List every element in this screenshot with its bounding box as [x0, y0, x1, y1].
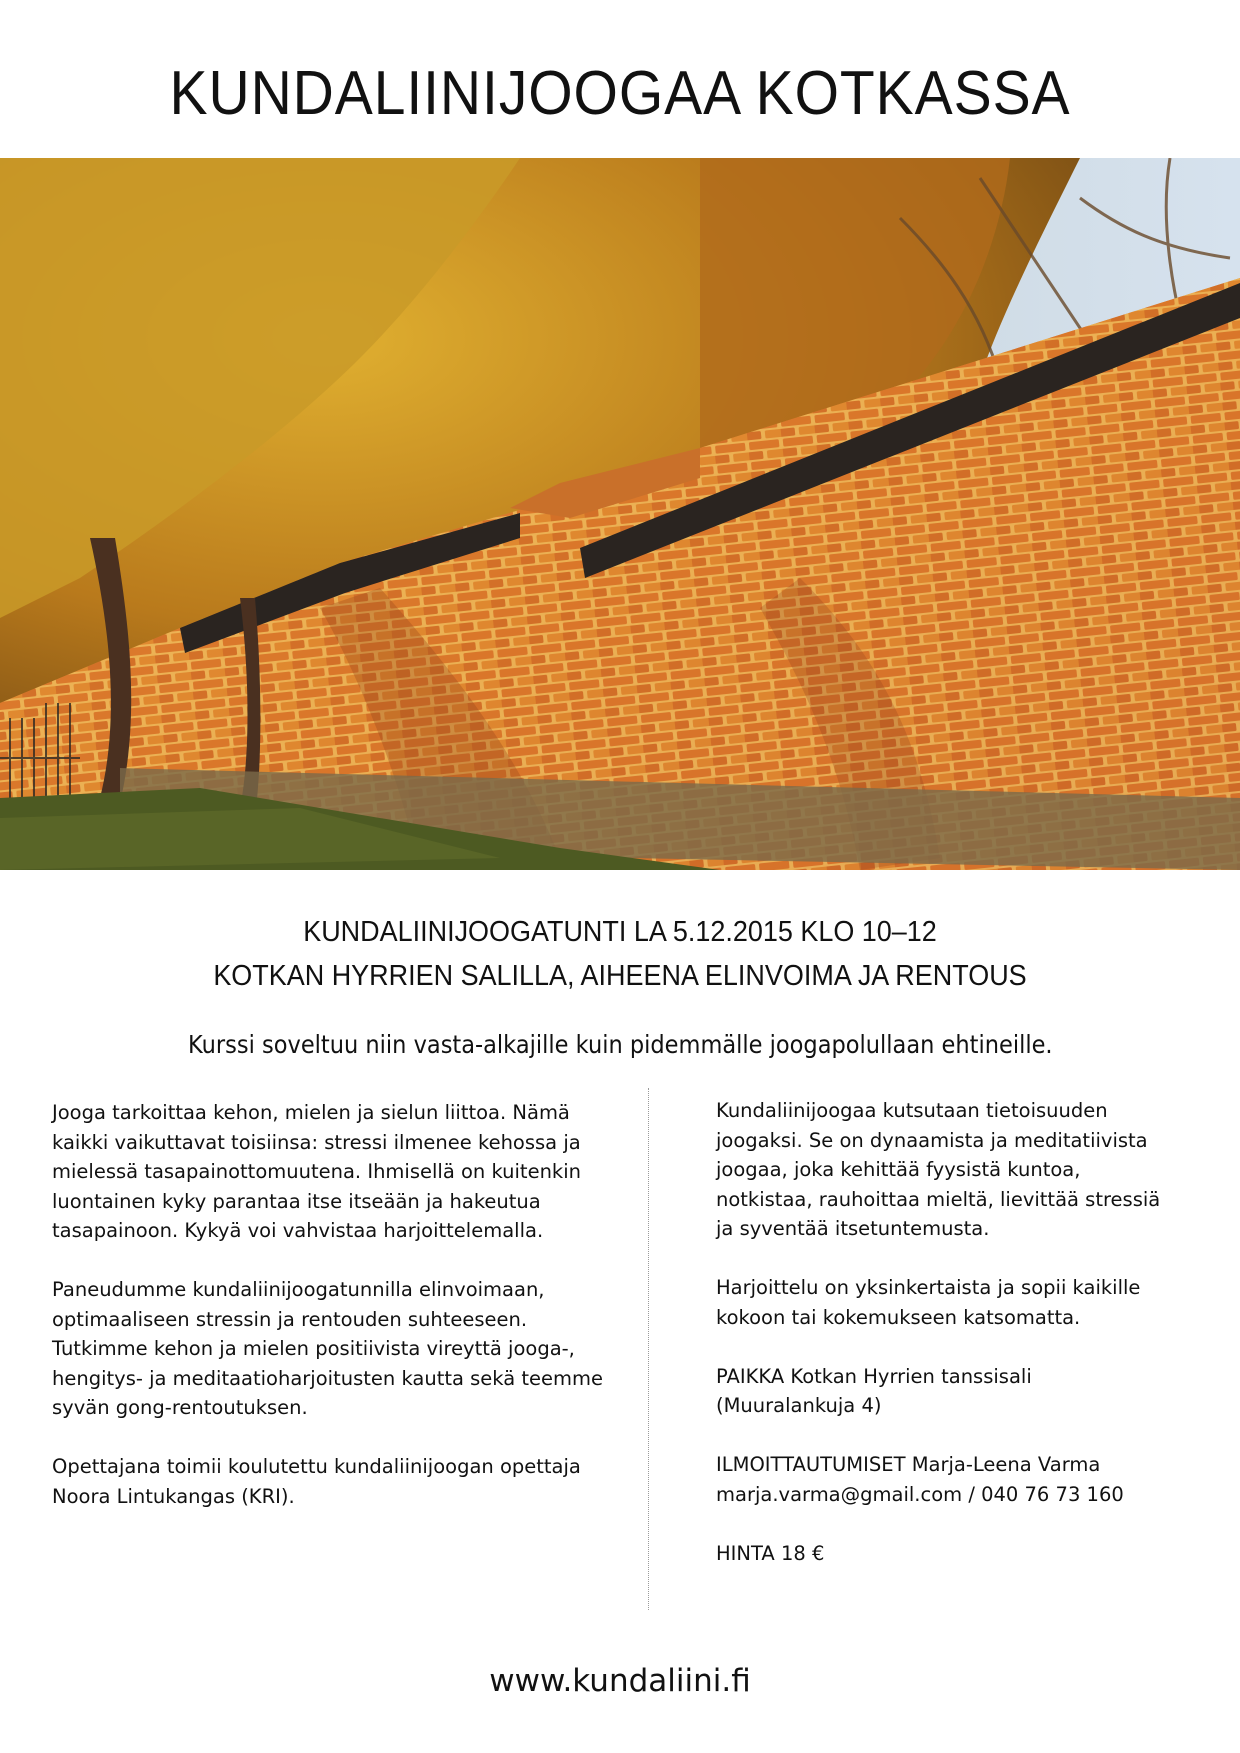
registration-label: ILMOITTAUTUMISET: [716, 1453, 906, 1476]
price-info: [716, 1539, 1216, 1569]
registration-line: [716, 1450, 1216, 1480]
registration-info: [716, 1450, 1216, 1509]
text-line: Opettajana toimii koulutettu kundaliinijoogan opettaja: [52, 1455, 581, 1478]
paragraph-suitability: [716, 1273, 1216, 1332]
text-line: Harjoittelu on yksinkertaista ja sopii kaikille: [716, 1276, 1141, 1299]
price-label: HINTA: [716, 1541, 775, 1565]
paragraph-teacher: [52, 1452, 632, 1511]
footer: [0, 1663, 1240, 1699]
left-column: [52, 1098, 632, 1541]
text-line: syvän gong-rentoutuksen.: [52, 1396, 308, 1419]
text-line: joogaa, joka kehittää fyysistä kuntoa,: [716, 1158, 1081, 1181]
text-line: Jooga tarkoittaa kehon, mielen ja sielun liittoa. Nämä: [52, 1101, 570, 1124]
place-line: [716, 1362, 1216, 1392]
text-line: Tutkimme kehon ja mielen positiivista vireyttä jooga-,: [52, 1337, 575, 1360]
text-line: Paneudumme kundaliinijoogatunnilla elinvoimaan,: [52, 1278, 545, 1301]
place-address: (Muuralankuja 4): [716, 1394, 882, 1417]
text-line: luontainen kyky parantaa itse itseään ja hakeutua: [52, 1189, 541, 1213]
registration-separator: /: [962, 1482, 982, 1506]
text-line: notkistaa, rauhoittaa mieltä, lievittää stressiä: [716, 1187, 1161, 1211]
tagline: [0, 1030, 1240, 1059]
text-line: mielessä tasapainottomuutena. Ihmisellä on kuitenkin: [52, 1160, 582, 1183]
paragraph-class-content: [52, 1275, 632, 1423]
place-info: [716, 1362, 1216, 1421]
right-column: [716, 1096, 1216, 1598]
website-link[interactable]: www.kundaliini.fi: [489, 1663, 751, 1699]
registration-contact-name: Marja-Leena Varma: [911, 1453, 1101, 1476]
text-line: ja syventää itsetuntemusta.: [716, 1217, 990, 1240]
tagline-text: Kurssi soveltuu niin vasta-alkajille kuin pidemmälle joogapolullaan ehtineille.: [187, 1030, 1053, 1059]
text-line: hengitys- ja meditaatioharjoitusten kautta sekä teemme: [52, 1366, 604, 1390]
column-divider: [648, 1088, 649, 1610]
registration-phone[interactable]: 040 76 73 160: [981, 1482, 1124, 1506]
paragraph-kundalini-description: [716, 1096, 1216, 1244]
text-line: kokoon tai kokemukseen katsomatta.: [716, 1305, 1081, 1329]
paragraph-yoga-intro: [52, 1098, 632, 1246]
text-line: joogaksi. Se on dynaamista ja meditatiivista: [716, 1128, 1148, 1152]
poster-title: KUNDALIINIJOOGAA KOTKASSA: [169, 59, 1071, 128]
text-line: Noora Lintukangas (KRI).: [52, 1484, 295, 1508]
event-details: [0, 910, 1240, 998]
brick-wall-illustration: [0, 158, 1240, 870]
registration-contact-line: [716, 1480, 1216, 1510]
registration-email-link[interactable]: marja.varma@gmail.com: [716, 1482, 963, 1506]
place-label: PAIKKA: [716, 1364, 785, 1388]
text-line: tasapainoon. Kykyä voi vahvistaa harjoittelemalla.: [52, 1219, 544, 1242]
text-line: Kundaliinijoogaa kutsutaan tietoisuuden: [716, 1099, 1108, 1122]
price-value: 18 €: [780, 1541, 825, 1565]
place-value: Kotkan Hyrrien tanssisali: [790, 1364, 1032, 1388]
text-line: kaikki vaikuttavat toisiinsa: stressi ilmenee kehossa ja: [52, 1130, 581, 1154]
event-location-theme: KOTKAN HYRRIEN SALILLA, AIHEENA ELINVOIMA JA RENTOUS: [213, 960, 1027, 992]
text-line: optimaaliseen stressin ja rentouden suhteeseen.: [52, 1307, 528, 1331]
hero-photo-brick-wall: [0, 158, 1240, 870]
event-date-time: KUNDALIINIJOOGATUNTI LA 5.12.2015 KLO 10–12: [303, 916, 937, 948]
